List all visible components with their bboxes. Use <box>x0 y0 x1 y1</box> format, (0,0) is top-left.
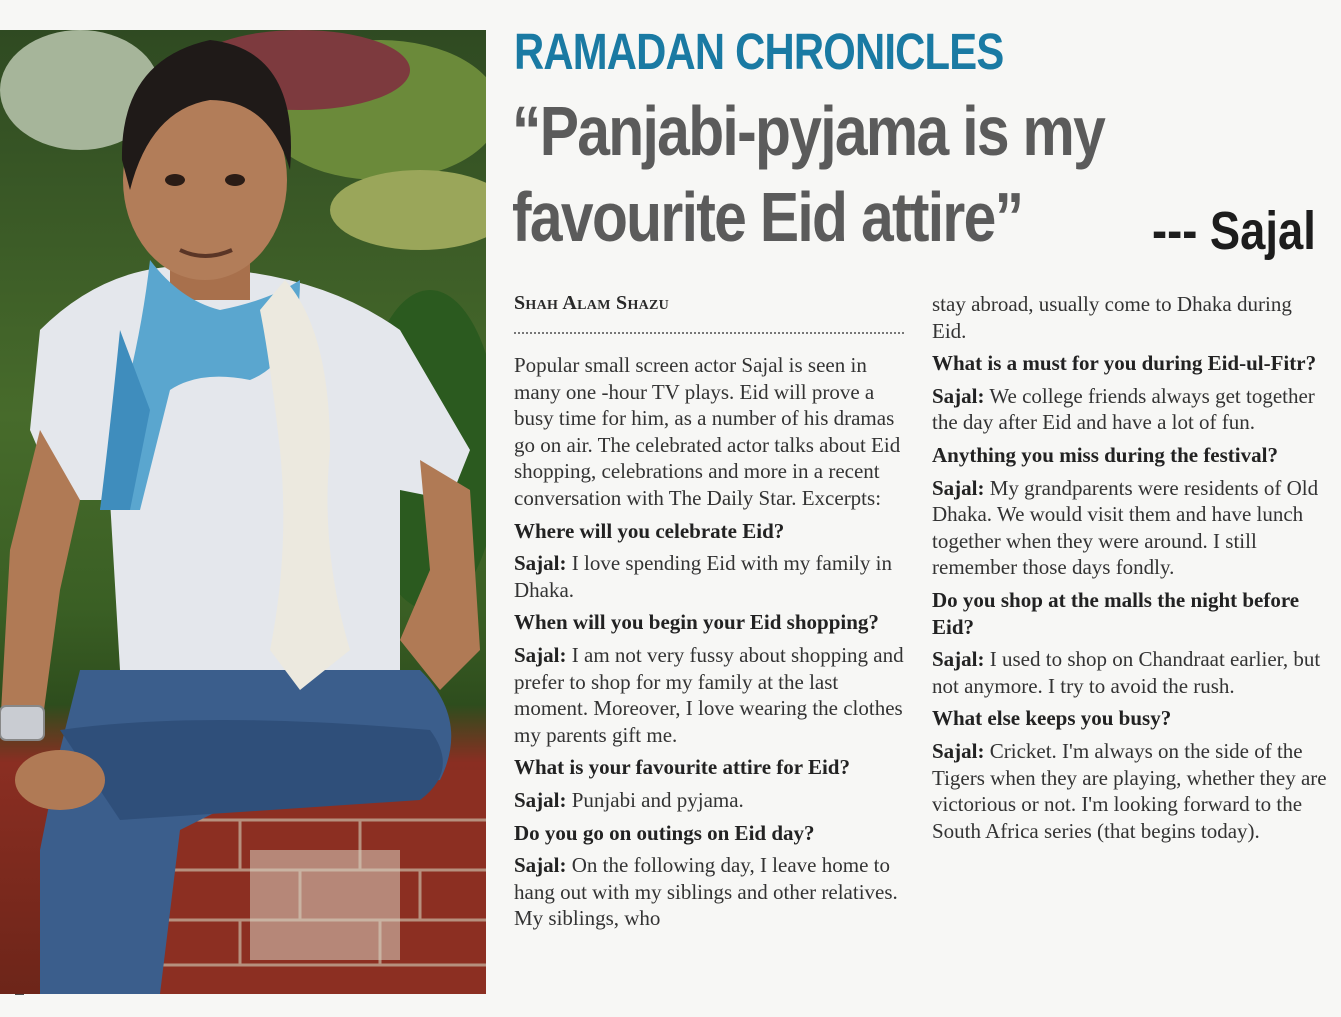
section-kicker: RAMADAN CHRONICLES <box>514 23 1004 80</box>
article-column-right <box>932 291 1330 850</box>
speaker-label: Sajal: <box>514 853 567 878</box>
headline <box>512 88 1201 268</box>
answer <box>514 852 910 932</box>
qa-item <box>932 442 1330 581</box>
question: Do you go on outings on Eid day? <box>514 820 815 845</box>
answer-text: My grandparents were residents of Old Dhaka. We would visit them and have lunch together when they were around. I still remember those days fondly. <box>932 475 1319 580</box>
answer-text: Punjabi and pyjama. <box>571 787 744 812</box>
speaker-label: Sajal: <box>932 383 985 408</box>
qa-item <box>514 518 910 604</box>
article-column-left <box>514 352 910 938</box>
speaker-label: Sajal: <box>932 738 985 763</box>
qa-item <box>514 609 910 748</box>
answer <box>932 475 1330 581</box>
portrait-photo <box>0 30 486 994</box>
portrait-illustration <box>0 30 486 994</box>
speaker-label: Sajal: <box>514 787 567 812</box>
qa-item <box>932 350 1330 436</box>
answer <box>514 642 910 748</box>
answer-text: I used to shop on Chandraat earlier, but not anymore. I try to avoid the rush. <box>932 647 1321 698</box>
answer <box>514 550 910 603</box>
byline: Shah Alam Shazu <box>514 292 670 314</box>
answer-text: Cricket. I'm always on the side of the Tigers when they are playing, whether they are victorious or not. I'm looking forward to the South Africa series (that begins today). <box>932 738 1327 843</box>
answer-text: On the following day, I leave home to hang out with my siblings and other relatives. My siblings, who <box>514 853 898 931</box>
speaker-label: Sajal: <box>932 647 985 672</box>
byline-divider <box>514 332 904 336</box>
intro-paragraph: Popular small screen actor Sajal is seen in many one -hour TV plays. Eid will prove a busy time for him, as a number of his dramas go on air. The celebrated actor talks about Eid shopping, celebrations and more in a recent conversation with The Daily Star. Excerpts: <box>514 353 901 510</box>
answer-text: We college friends always get together the day after Eid and have a lot of fun. <box>932 383 1315 435</box>
headline-line-1: “Panjabi-pyjama is my <box>512 92 1105 170</box>
answer-text: I am not very fussy about shopping and prefer to shop for my family at the last moment. Moreover, I love wearing the clothes my parents gift me. <box>514 642 904 747</box>
question: What is a must for you during Eid-ul-Fitr? <box>932 351 1317 376</box>
answer <box>932 738 1330 844</box>
question: What is your favourite attire for Eid? <box>514 755 850 780</box>
answer <box>932 383 1330 436</box>
question: Do you shop at the malls the night before Eid? <box>932 587 1300 639</box>
question: Where will you celebrate Eid? <box>514 518 785 543</box>
qa-item <box>514 820 910 932</box>
question: What else keeps you busy? <box>932 706 1172 731</box>
question: When will you begin your Eid shopping? <box>514 610 879 635</box>
speaker-label: Sajal: <box>514 642 567 667</box>
answer <box>514 787 910 814</box>
answer-text: I love spending Eid with my family in Dhaka. <box>514 551 892 602</box>
qa-item <box>932 587 1330 699</box>
answer <box>932 646 1330 699</box>
qa-item <box>514 754 910 813</box>
qa-item <box>932 705 1330 844</box>
headline-attribution: --- Sajal <box>1152 201 1316 261</box>
continued-answer: stay abroad, usually come to Dhaka during Eid. <box>932 292 1292 343</box>
speaker-label: Sajal: <box>514 551 567 576</box>
question: Anything you miss during the festival? <box>932 442 1278 467</box>
headline-line-2: favourite Eid attire” <box>512 178 1023 256</box>
speaker-label: Sajal: <box>932 475 985 500</box>
